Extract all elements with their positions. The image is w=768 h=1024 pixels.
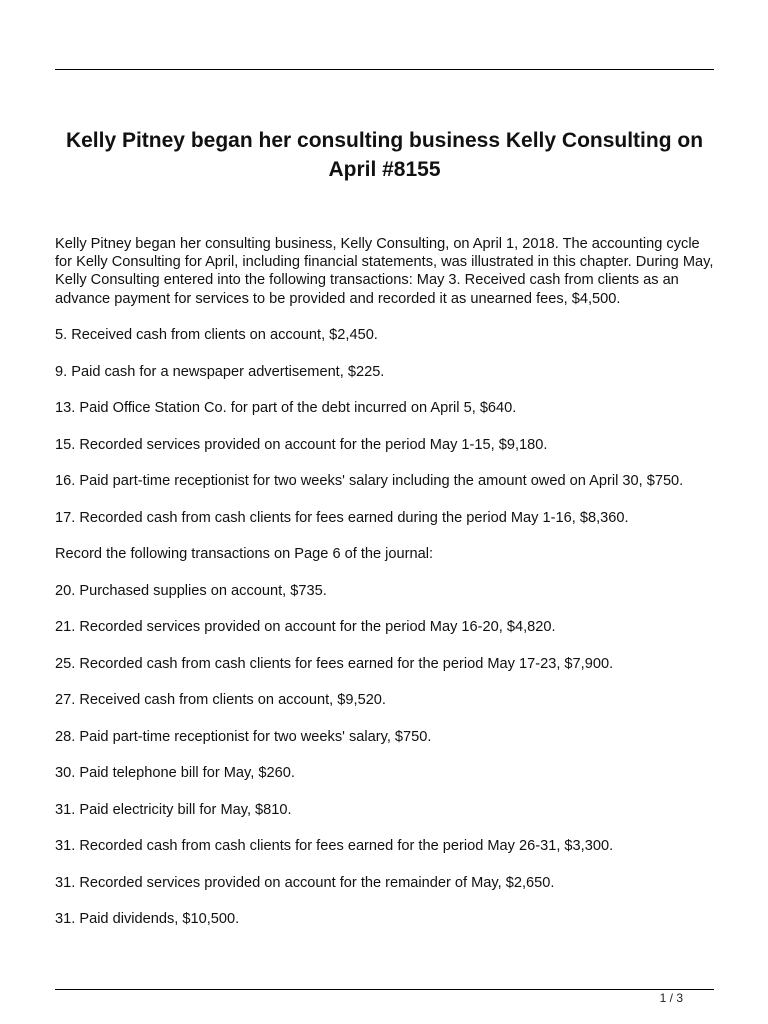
intro-paragraph: Kelly Pitney began her consulting business, Kelly Consulting, on April 1, 2018. The accounting cycle for Kelly Consulting for April, including financial statements, was illustrated in this chapter. During May, Kelly Consulting entered into the following transactions: May 3. Received cash from clients as an advance payment for services to be provided and recorded it as unearned fees, $4,500. — [55, 236, 714, 307]
transaction-item: 28. Paid part-time receptionist for two weeks' salary, $750. — [55, 728, 432, 745]
document-title: Kelly Pitney began her consulting business Kelly Consulting on April #8155 — [65, 129, 704, 181]
document-body — [55, 235, 715, 947]
transaction-item: 31. Paid dividends, $10,500. — [55, 911, 240, 928]
transaction-item: 13. Paid Office Station Co. for part of the debt incurred on April 5, $640. — [55, 400, 517, 417]
transaction-item: 31. Paid electricity bill for May, $810. — [55, 801, 292, 818]
transaction-item: 21. Recorded services provided on account for the period May 16-20, $4,820. — [55, 619, 556, 636]
transaction-item: 31. Recorded cash from cash clients for fees earned for the period May 26-31, $3,300. — [55, 838, 614, 855]
transaction-item: 5. Received cash from clients on account, $2,450. — [55, 327, 378, 344]
transaction-item: 20. Purchased supplies on account, $735. — [55, 582, 327, 599]
transaction-item: 16. Paid part-time receptionist for two weeks' salary including the amount owed on April 30, $750. — [55, 473, 684, 490]
transaction-item: 31. Recorded services provided on account for the remainder of May, $2,650. — [55, 874, 555, 891]
transaction-item: 9. Paid cash for a newspaper advertisement, $225. — [55, 363, 385, 380]
instruction-paragraph: Record the following transactions on Page 6 of the journal: — [55, 546, 434, 563]
transaction-item: 15. Recorded services provided on account for the period May 1-15, $9,180. — [55, 436, 548, 453]
bottom-divider — [55, 989, 714, 990]
transaction-item: 27. Received cash from clients on account, $9,520. — [55, 692, 386, 709]
transaction-item: 25. Recorded cash from cash clients for fees earned for the period May 17-23, $7,900. — [55, 655, 614, 672]
transaction-item: 30. Paid telephone bill for May, $260. — [55, 765, 295, 782]
top-divider — [55, 69, 714, 70]
transaction-item: 17. Recorded cash from cash clients for fees earned during the period May 1-16, $8,360. — [55, 509, 629, 526]
page-indicator: 1 / 3 — [659, 991, 683, 1005]
